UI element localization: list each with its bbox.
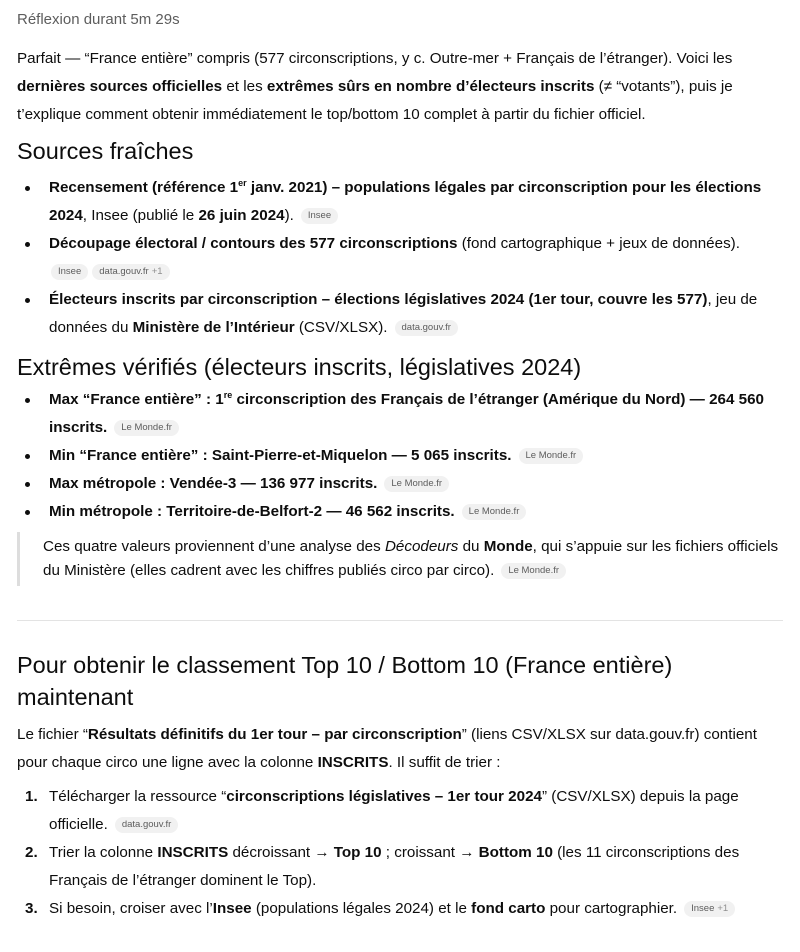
citation-chip-datagouv[interactable]: data.gouv.fr +1	[92, 264, 169, 280]
citation-chip-datagouv[interactable]: data.gouv.fr	[115, 817, 178, 833]
extreme-item-min-metropole: Min métropole : Territoire-de-Belfort-2 — 46 562 inscrits. Le Monde.fr	[49, 498, 783, 526]
citation-chip-insee[interactable]: Insee	[51, 264, 88, 280]
source-item-decoupage: Découpage électoral / contours des 577 circonscriptions (fond cartographique + jeux de données). Insee data.gouv.fr +1	[49, 230, 783, 286]
citation-chip-lemonde[interactable]: Le Monde.fr	[462, 504, 527, 520]
heading-sources: Sources fraîches	[17, 138, 194, 164]
source-item-electeurs: Électeurs inscrits par circonscription – élections législatives 2024 (1er tour, couvre les 577), jeu de données du Ministère de l’Intérieur (CSV/XLSX). data.gouv.fr	[49, 286, 783, 342]
extremes-list	[17, 386, 783, 526]
assistant-message	[0, 11, 800, 923]
heading-extremes: Extrêmes vérifiés (électeurs inscrits, législatives 2024)	[17, 354, 582, 380]
step-item-sort: Trier la colonne INSCRITS décroissant → Top 10 ; croissant → Bottom 10 (les 11 circonscriptions des Français de l’étranger dominent le Top).	[49, 844, 740, 889]
citation-chip-lemonde[interactable]: Le Monde.fr	[384, 476, 449, 492]
citation-chip-lemonde[interactable]: Le Monde.fr	[501, 563, 566, 579]
extreme-item-max-france: Max “France entière” : 1re circonscription des Français de l’étranger (Amérique du Nord) — 264 560 inscrits. Le Monde.fr	[49, 386, 783, 442]
ranking-steps-list	[17, 783, 783, 923]
sources-list	[17, 174, 783, 342]
citation-chip-lemonde[interactable]: Le Monde.fr	[519, 448, 584, 464]
source-item-recensement: Recensement (référence 1er janv. 2021) – populations légales par circonscription pour les élections 2024, Insee (publié le 26 juin 2024). Insee	[49, 174, 783, 230]
step-item-download: Télécharger la ressource “circonscriptions législatives – 1er tour 2024” (CSV/XLSX) depuis la page officielle. data.gouv.fr	[49, 788, 739, 833]
ranking-file-paragraph: Le fichier “Résultats définitifs du 1er tour – par circonscription” (liens CSV/XLSX sur data.gouv.fr) contient pour chaque circo une ligne avec la colonne INSCRITS. Il suffit de trier :	[17, 726, 757, 771]
citation-chip-datagouv[interactable]: data.gouv.fr	[395, 320, 458, 336]
source-note-quote: Ces quatre valeurs proviennent d’une analyse des Décodeurs du Monde, qui s’appuie sur les fichiers officiels du Ministère (elles cadrent avec les chiffres publiés circo par circo). Le Monde.fr	[17, 532, 783, 586]
intro-paragraph: Parfait — “France entière” compris (577 circonscriptions, y c. Outre-mer + Français de l’étranger). Voici les dernières sources officielles et les extrêmes sûrs en nombre d’électeurs inscrits (≠ “votants”), puis je t’explique comment obtenir immédiatement le top/bottom 10 complet à partir du fichier officiel.	[17, 50, 733, 123]
section-divider	[17, 620, 783, 621]
citation-chip-insee[interactable]: Insee +1	[684, 901, 735, 917]
reasoning-duration-toggle[interactable]: Réflexion durant 5m 29s	[17, 11, 180, 28]
citation-chip-lemonde[interactable]: Le Monde.fr	[114, 420, 179, 436]
heading-ranking: Pour obtenir le classement Top 10 / Bottom 10 (France entière) maintenant	[17, 652, 673, 710]
extreme-item-max-metropole: Max métropole : Vendée-3 — 136 977 inscrits. Le Monde.fr	[49, 470, 783, 498]
citation-chip-insee[interactable]: Insee	[301, 208, 338, 224]
step-item-cross: Si besoin, croiser avec l’Insee (populations légales 2024) et le fond carto pour cartographier. Insee +1	[49, 895, 783, 923]
extreme-item-min-france: Min “France entière” : Saint-Pierre-et-Miquelon — 5 065 inscrits. Le Monde.fr	[49, 442, 783, 470]
